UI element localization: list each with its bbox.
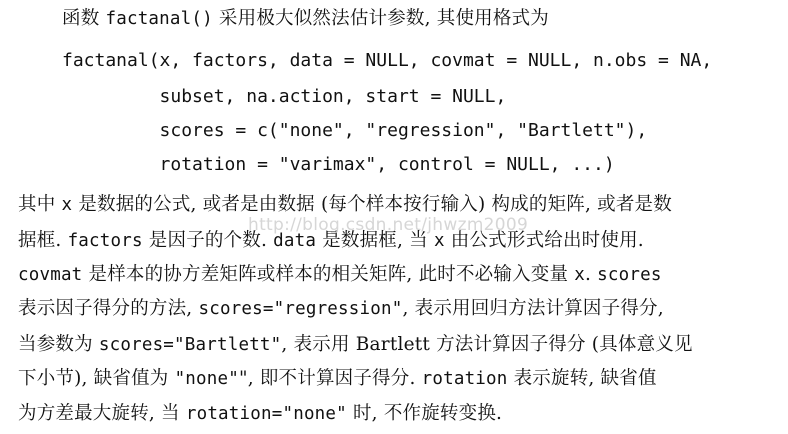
code-x: x <box>61 195 73 215</box>
text: 由公式形式给出时使用. <box>444 230 644 251</box>
code-scores-bartlett: scores="Bartlett" <box>98 335 282 355</box>
paragraph-line-7 <box>18 401 502 427</box>
text: 据框. <box>18 230 68 251</box>
text: ", 即不计算因子得分. <box>238 368 422 389</box>
paragraph-line-1 <box>18 192 672 218</box>
text: 时, 不作旋转变换. <box>346 403 503 424</box>
text: 是数据的公式, 或者是由数据 (每个样本按行输入) 构成的矩阵, 或者是数 <box>72 194 672 215</box>
text: 下小节), 缺省值为 <box>18 368 175 389</box>
text: 是数据框, 当 <box>316 230 434 251</box>
intro-suffix: 采用极大似然法估计参数, 其使用格式为 <box>212 8 549 29</box>
text: 当参数为 <box>18 334 99 355</box>
text: . <box>585 264 598 285</box>
intro-line <box>62 6 549 32</box>
code-line-2: subset, na.action, start = NULL, <box>62 86 507 107</box>
code-rotation: rotation <box>421 369 508 389</box>
text: , 表示用 Bartlett 方法计算因子得分 (具体意义见 <box>281 334 693 355</box>
text: , 表示用回归方法计算因子得分, <box>402 298 664 319</box>
intro-func-name: factanal() <box>105 9 213 29</box>
intro-prefix: 函数 <box>62 8 106 29</box>
blog-watermark: http://blog.csdn.net/jhwzm2009 <box>248 215 529 235</box>
code-scores-regression: scores="regression" <box>198 299 403 319</box>
code-rotation-none: rotation="none" <box>185 404 347 424</box>
code-scores: scores <box>597 265 662 285</box>
paragraph-line-4 <box>18 296 664 322</box>
code-x: x <box>433 231 445 251</box>
paragraph-line-6 <box>18 366 657 392</box>
paragraph-line-2 <box>18 228 644 254</box>
code-x: x <box>574 265 585 285</box>
text: 为方差最大旋转, 当 <box>18 403 186 424</box>
text: 是样本的协方差矩阵或样本的相关矩阵, 此时不必输入变量 <box>82 264 575 285</box>
text: 是因子的个数. <box>142 230 274 251</box>
text: 表示旋转, 缺省值 <box>507 368 657 389</box>
code-data: data <box>273 231 317 251</box>
paragraph-line-5 <box>18 332 693 358</box>
code-line-3: scores = c("none", "regression", "Bartlett"), <box>62 120 648 141</box>
code-line-1: factanal(x, factors, data = NULL, covmat = NULL, n.obs = NA, <box>62 50 713 71</box>
code-none: "none" <box>174 369 239 389</box>
code-factors: factors <box>67 231 143 251</box>
text: 其中 <box>18 194 62 215</box>
paragraph-line-3 <box>18 262 662 288</box>
text: 表示因子得分的方法, <box>18 298 199 319</box>
code-line-4: rotation = "varimax", control = NULL, ...) <box>62 154 615 175</box>
code-covmat: covmat <box>18 265 83 285</box>
